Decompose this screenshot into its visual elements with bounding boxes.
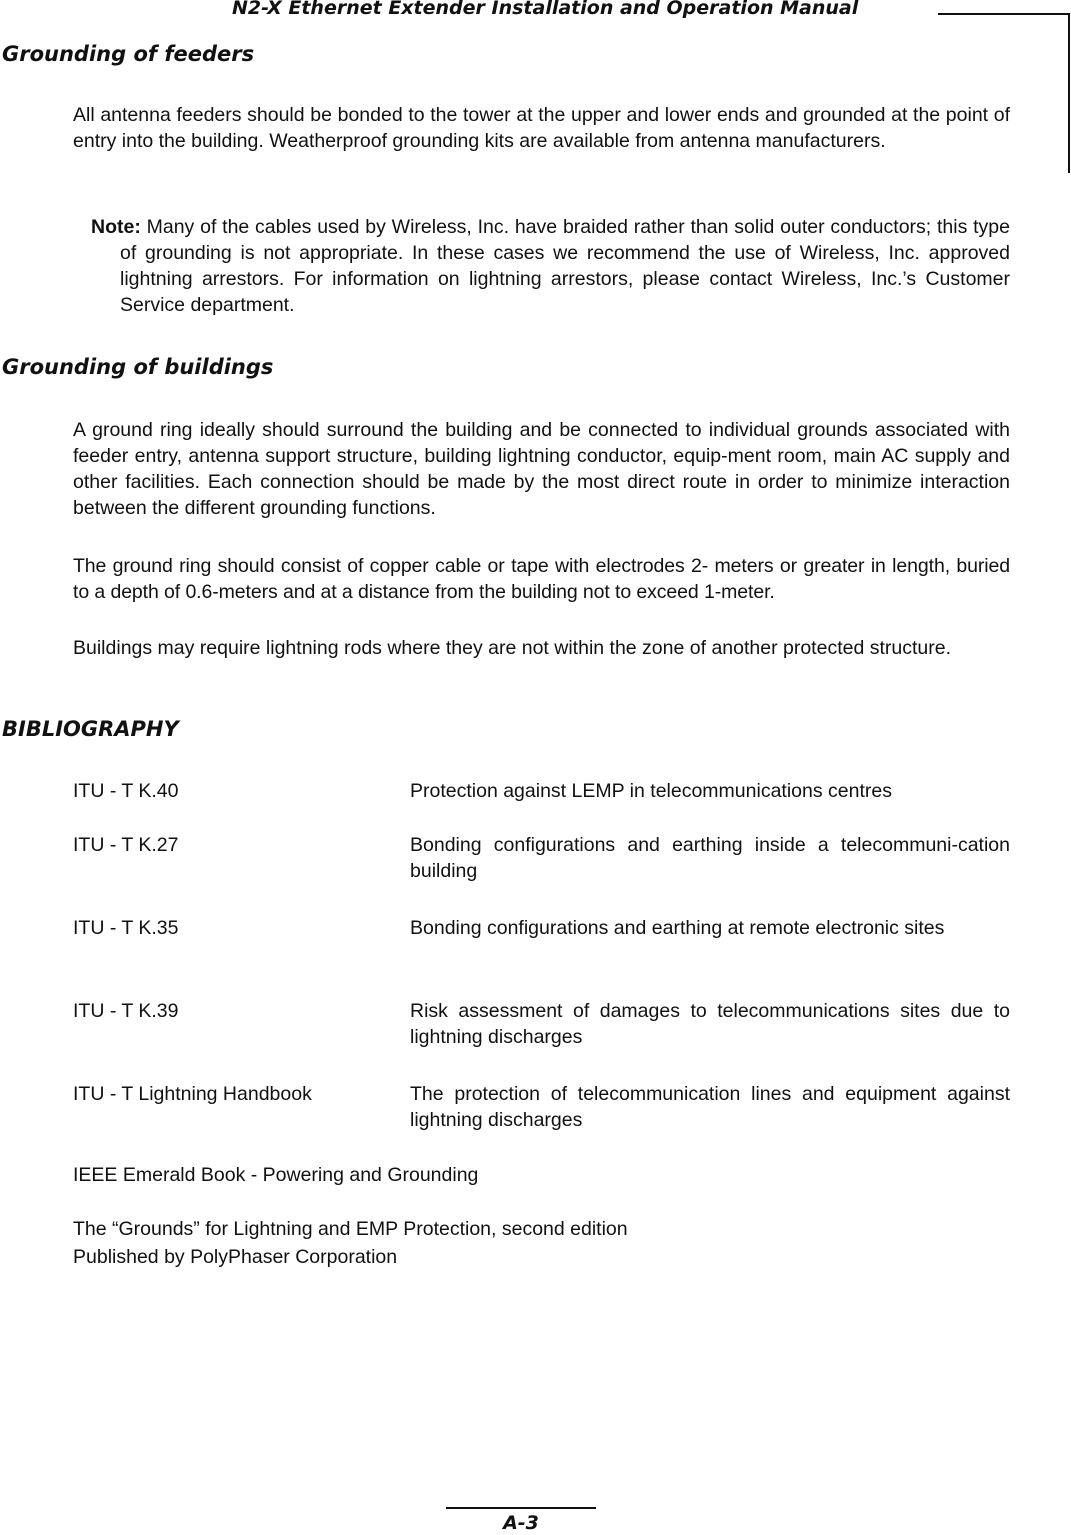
buildings-paragraph-1: A ground ring ideally should surround the building and be connected to individual grounds associated with feeder entry, antenna support structure, building lightning conductor, equip-ment room, main AC supply and other facilities. Each connection should be made by the most direct route in order to minimize interaction between the different grounding functions. <box>73 419 1010 519</box>
buildings-paragraph-3: Buildings may require lightning rods where they are not within the zone of another protected structure. <box>73 637 951 659</box>
bib-entry-title: Protection against LEMP in telecommunications centres <box>410 780 892 802</box>
header-rule <box>938 13 1070 15</box>
bib-entry-key: ITU - T K.39 <box>73 1000 179 1022</box>
note-text: Many of the cables used by Wireless, Inc. have braided rather than solid outer conductors; this type of grounding is not appropriate. In these cases we recommend the use of Wireless, Inc. approved lightning arrestors. For information on lightning arrestors, please contact Wireless, Inc.’s Customer Service department. <box>120 216 1010 316</box>
heading-grounding-of-feeders: Grounding of feeders <box>2 42 255 66</box>
heading-grounding-of-buildings: Grounding of buildings <box>2 355 274 379</box>
bib-entry-key: ITU - T K.27 <box>73 834 179 856</box>
bib-entry-title: The protection of telecommunication lines and equipment against lightning discharges <box>410 1083 1010 1131</box>
bib-entry-title: Bonding configurations and earthing at remote electronic sites <box>410 917 945 939</box>
heading-bibliography: BIBLIOGRAPHY <box>2 717 179 741</box>
bib-entry-title: Risk assessment of damages to telecommunications sites due to lightning discharges <box>410 1000 1010 1048</box>
bib-extra-emerald-book: IEEE Emerald Book - Powering and Grounding <box>73 1164 479 1186</box>
note-label: Note: <box>91 216 141 238</box>
bib-extra-grounds-title: The “Grounds” for Lightning and EMP Protection, second edition <box>73 1218 628 1240</box>
bib-entry-key: ITU - T K.40 <box>73 780 179 802</box>
bib-entry-title: Bonding configurations and earthing inside a telecommuni-cation building <box>410 834 1010 882</box>
buildings-paragraph-2: The ground ring should consist of copper cable or tape with electrodes 2- meters or greater in length, buried to a depth of 0.6-meters and at a distance from the building not to exceed 1-meter. <box>73 555 1010 603</box>
feeders-paragraph: All antenna feeders should be bonded to the tower at the upper and lower ends and grounded at the point of entry into the building. Weatherproof grounding kits are available from antenna manufacturers. <box>73 104 1010 152</box>
feeders-note <box>91 214 1010 318</box>
bib-entry-key: ITU - T Lightning Handbook <box>73 1083 312 1105</box>
running-header: N2-X Ethernet Extender Installation and Operation Manual <box>232 0 859 19</box>
footer-rule <box>446 1507 596 1509</box>
bib-entry-key: ITU - T K.35 <box>73 917 179 939</box>
header-margin-rule <box>1068 13 1070 173</box>
page-number: A-3 <box>503 1512 539 1534</box>
bib-extra-publisher: Published by PolyPhaser Corporation <box>73 1246 398 1268</box>
